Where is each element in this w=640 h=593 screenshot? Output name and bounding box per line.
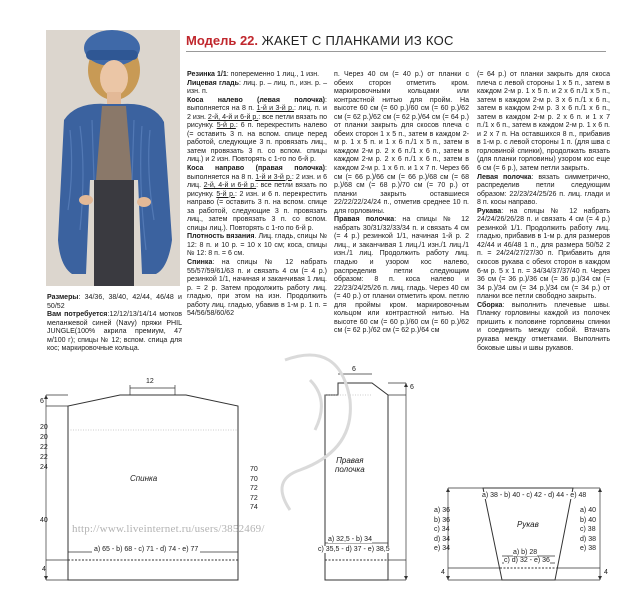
cable-right-text-4: : 2 изн. и 6 п. перекрестить направо (= оставить 3 п. на вспом. спице за работой, следующие 3 п. провязать лиц., затем провязать 3 п. со вспом. спицы лиц.). Повторять с 1-го по 6-й р. (187, 190, 327, 232)
right-front-label: Правая полочка (334, 216, 395, 224)
back-height-d: 22 (40, 454, 48, 461)
cable-right-row-1: 1-й и 3-й р. (255, 173, 292, 181)
front-band-width: 6 (352, 366, 356, 373)
back-height-e: 24 (40, 464, 48, 471)
sizes-label: Размеры (47, 294, 79, 301)
front-height-c: 72 (250, 485, 258, 492)
cable-left-row-1: 1-й и 3-й р. (256, 105, 295, 113)
sleeve-label: Рукава (477, 207, 502, 215)
rib-label: Резинка 1/1 (187, 71, 227, 78)
model-name: ЖАКЕТ С ПЛАНКАМИ ИЗ КОС (261, 33, 454, 48)
front-shoulder-height: 6 (410, 384, 414, 391)
assembly-text: : выполнить плечевые швы. Планку горловины каждой из полочек пришить к половине горловины спинки и соединить между собой. Втачать рукава между отметками. Выполнить боковые швы и швы рукавов. (477, 301, 610, 352)
sleeve-left-heights (434, 506, 450, 554)
left-front-label: Левая полочка (477, 173, 532, 181)
front-total-heights (250, 465, 258, 513)
cable-left-text-4: : 6 п. перекрестить налево (= оставить 3 п. на вспом. спице перед работой, следующие 3 п. провязать лиц., затем провязать 3 п. со вспом. спицы лиц.) и 2 изн. Повторять с 1-го по 6-й р. (187, 122, 327, 164)
front-height-e: 74 (250, 504, 258, 511)
back-text: : на спицы № 12 набрать 55/57/59/61/63 п. и связать 4 см (= 4 р.) резинкой 1/1, начиная и заканчивая 1 лиц. р. = 2 р. Затем продолжить работу лиц. гладью, при этом на изн. Продолжить работу лиц. гладью, убавив в 1-м р. 1 п. = 54/56/58/60/62 (187, 259, 327, 318)
cable-right-text-1: : выполняется на 8 п. (187, 165, 327, 181)
density-text: . Лиц. гладь, спицы № 12: 8 п. и 10 р. = 10 х 10 см; коса, спицы № 12: 8 п. = 6 см. (187, 233, 328, 258)
sleeve-text: : на спицы № 12 набрать 24/24/26/26/28 п. и связать 4 см (= 4 р.) резинкой 1/1. Продолжить работу лиц. гладью, прибавив в 1-м р. для размеров 42/44 и 46/48 1 п., для размера 50/52 2 п. = 24/24/27/27/30 п. Прибавить для скосов рукава с обеих сторон в каждом 6-м р. 5 х 1 п. = 34/34/37/37/40 п. Через 36 см (= 36 р.)/36 см (= 36 р.)/34 см (= 34 р.)/34 см (= 34 р.)/34 см (= 34 р.) от планки все петли свободно закрыть. (477, 207, 610, 301)
back-continued: п. Через 40 см (= 40 р.) от планки с обеих сторон отметить кром. маркировочными кольцами или контрастной нитью для пройм. На высоте 60 см (= 60 р.)/60 см (= 60 р.)/62 см (= 62 р.)/62 см (= 62 р.)/64 см (= 64 р.) от планки закрыть для скосов плеча с обеих сторон 1 х 5 п., затем в каждом 2-м р. 1 х 5 п. и 1 х 6 п./1 х 5 п., затем в каждом 2-м р. 2 х 6 п./1 х 6 п., затем в каждом 2-м р. 2 х 6 п./1 х 6 п., затем в каждом 2-м р. 1 х 6 п. и 1 х 7 п. Через 66 см (= 66 р.)/66 см (= 66 р.)/68 см (= 68 р.)/68 см (= 68 р.)/70 см (= 70 р.) от планки закрыть оставшиеся 22/22/22/24/24 п., отметив среднее 10 п. для горловины. (334, 71, 469, 215)
model-number: Модель 22. (186, 33, 259, 48)
back-height-a: 20 (40, 424, 48, 431)
sizes-text: : 34/36, 38/40, 42/44, 46/48 и 50/52 (47, 294, 182, 310)
cable-right-text-3: : все петли вязать по рисунку. (187, 182, 327, 198)
cable-right-rows: 2-й, 4-й и 6-й р. (203, 182, 257, 190)
sleeve-label-diagram: Рукав (517, 520, 539, 529)
sleeve-right-rib: 4 (604, 569, 608, 576)
front-label-line2: полочка (335, 465, 365, 474)
back-neck-width: 12 (146, 378, 154, 385)
sleeve-left-letter-c: c) (434, 526, 440, 533)
back-rib-height: 4 (42, 566, 46, 573)
front-height-d: 72 (250, 494, 258, 502)
sleeve-bottom-width-1: a) b) 28 (513, 549, 538, 556)
sleeve-left-letter-d: d) (434, 535, 441, 543)
sleeve-right-val-a: 40 (588, 507, 596, 514)
face-text: : лиц. р. – лиц. п., изн. р. – изн. п. (187, 79, 328, 96)
sleeve-left-rib: 4 (441, 569, 445, 576)
assembly-label: Сборка (477, 301, 503, 309)
sleeve-left-val-d: 34 (442, 535, 450, 543)
front-label-diagram (335, 456, 365, 474)
sleeve-left-val-e: 34 (442, 545, 450, 552)
back-armhole-heights (40, 423, 48, 473)
cable-left-text-3: : все петли вязать по рисунку. (187, 113, 327, 130)
sleeve-right-letter-b: b) (580, 516, 587, 524)
cable-right-label: Коса направо (правая полочка) (187, 165, 326, 173)
sleeve-right-heights (580, 506, 596, 554)
sleeve-left-val-c: 34 (441, 526, 450, 533)
rib-text: : попеременно 1 лиц., 1 изн. (226, 71, 320, 78)
cable-right-text-2: : 2 изн. и 6 лиц. (187, 173, 327, 190)
right-front-continued: (= 64 р.) от планки закрыть для скоса плеча с левой стороны 1 х 5 п., затем в каждом 2-м р. 1 х 5 п. и 2 х 6 п./1 х 5 п., затем в каждом 2-м р. 3 х 6 п./1 х 6 п., затем в каждом 2-м р. 3 х 6 п./1 х 6 п., затем в каждом 2-м р. 2 х 6 п. и 1 х 7 п./1 х 6 п., затем в каждом 2-м р. 1 х 6 п. и 2 х 7 п. На оставшихся 8 п., прибавив в 1-м р. с левой стороны 1 п. (для шва с горловиной спинки), продолжать вязать (для планки горловины) узором кос еще 6 см (= 6 р.), затем петли закрыть. (477, 71, 610, 173)
cable-left-text-2: : лиц. п. и 2 изн. (187, 105, 327, 121)
face-label: Лицевая гладь (187, 79, 239, 87)
back-width: a) 65 - b) 68 - c) 71 - d) 74 - e) 77 (94, 546, 199, 553)
back-label: Спинка (187, 259, 213, 267)
left-front-text: : вязать симметрично, распределив петли следующим образом: 22/23/24/25/26 п. лиц. глади и 8 п. косы направо. (477, 173, 610, 207)
need-text: :12/12/13/14/14 мотков меланжевой синей (Navy) пряжи PHIL JUNGLE(100% акрила премиум, 47 м/100 г); спицы № 12; вспом. спица для кос; маркировочные кольца. (47, 311, 182, 353)
sleeve-left-letter-b: b) (434, 516, 441, 524)
sleeve-right-letter-a: a) (580, 507, 587, 514)
front-width-2: c) 35,5 - d) 37 - e) 38,5 (318, 546, 390, 553)
sleeve-right-val-b: 40 (588, 516, 596, 524)
watermark-url: http://www.liveinternet.ru/users/3852469/ (72, 523, 265, 535)
density-label: Плотность вязания (187, 233, 255, 241)
sleeve-left-val-a: 36 (442, 507, 450, 514)
cable-left-text-1: : выполняется на 8 п. (187, 96, 327, 113)
sleeve-right-val-c: 38 (587, 526, 596, 533)
front-height-a: 70 (250, 466, 258, 473)
front-height-b: 70 (250, 475, 258, 483)
sleeve-right-val-e: 38 (588, 545, 596, 552)
sleeve-top-width: a) 38 - b) 40 - c) 42 - d) 44 - e) 48 (482, 492, 587, 499)
front-label-line1: Правая (336, 456, 364, 465)
sleeve-left-letter-e: e) (434, 545, 441, 552)
cable-left-rows: 2-й, 4-й и 6-й р. (207, 113, 259, 121)
back-height-b: 20 (40, 434, 48, 441)
front-width-1: a) 32,5 - b) 34 (328, 536, 372, 543)
cable-right-row-5: 5-й р. (216, 190, 235, 198)
sleeve-right-val-d: 38 (588, 535, 596, 543)
sleeve-left-val-b: 36 (442, 516, 450, 524)
back-height-c: 22 (40, 444, 48, 451)
back-body-height: 40 (40, 517, 48, 524)
sleeve-bottom-width-2: c) d) 32 - e) 36 (504, 557, 550, 564)
right-front-text: : на спицы № 12 набрать 30/31/32/33/34 п. и связать 4 см (= 4 р.) резинкой 1/1, начиная 1-й р. 2 лиц., и заканчивая 1 лиц./1 изн./1 лиц./1 изн./1 лиц. Продолжить работу лиц. гладью и узором кос налево, распределив петли следующим образом: 8 п. коса налево и 22/23/24/25/26 п. лиц. гладь. Через 40 см (= 40 р.) от планки отметить кром. петлю для проймы кром. маркировочным кольцом или контрастной нитью. На высоте 60 см (= 60 р.)/60 см (= 60 р.)/62 см (= 62 р.)/62 см (= 62 р.)/64 см (334, 216, 470, 335)
need-label: Вам потребуется (47, 311, 108, 319)
cable-left-label: Коса налево (левая полочка) (187, 96, 326, 104)
decorative-swirl (282, 355, 350, 510)
sleeve-right-letter-d: d) (580, 535, 587, 543)
cable-left-row-5: 5-й р. (216, 122, 236, 130)
sleeve-left-letter-a: a) (434, 507, 441, 514)
sleeve-right-letter-c: c) (580, 526, 586, 533)
sleeve-outline (483, 488, 573, 580)
back-shoulder-height: 6 (40, 398, 44, 405)
sleeve-right-letter-e: e) (580, 545, 587, 552)
back-label-diagram: Спинка (130, 474, 158, 483)
